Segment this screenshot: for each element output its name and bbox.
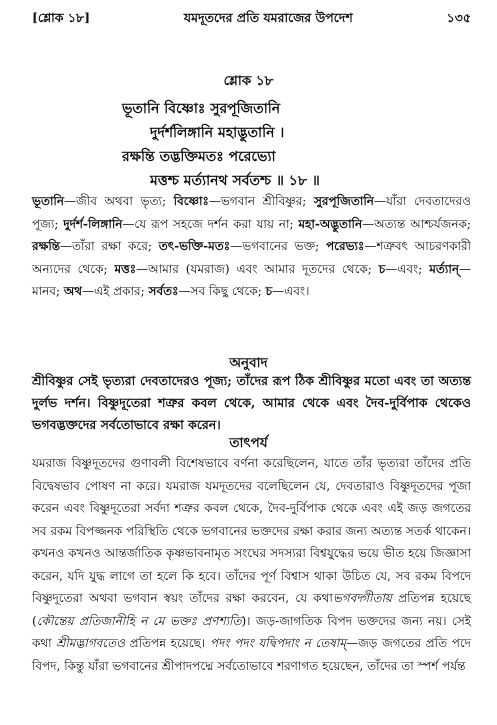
synonym-term: অথ [63, 284, 83, 298]
purport-body: শ্রীমদ্ভাগবতেও [56, 636, 125, 650]
synonym-meaning: মানব; [32, 284, 61, 298]
purport-body: যমরাজ বিষ্ণুদূতদের গুণাবলী বিশেষভাবে বর্ণনা করেছিলেন, যাতে তাঁর ভৃত্যরা তাঁদের প্রতি বিদ্বেষভাব পোষণ না করে। যমরাজ যমদূতদের বলেছিলেন যে, দেবতারাও বিষ্ণুদূতদের পূজা করেন এবং বিষ্ণুদূতেরা সর্বদা শত্রুর কবল থেকে, দৈব-দুর্বিপাক থেকে এবং এই জড় জগতের সব রকম বিপজ্জনক পরিস্থিতি থেকে ভগবানের ভক্তদের রক্ষা করার জন্য অত্যন্ত সতর্ক থাকেন। কখনও কখনও আন্তর্জাতিক কৃষ্ণভাবনামৃত সংঘের সদস্যরা বিশ্বযুদ্ধের ভয়ে ভীত হয়ে জিজ্ঞাসা করেন, যদি যুদ্ধ লাগে তা হলে কি হবে। তাঁদের পূর্ণ বিশ্বাস থাকা উচিত যে, সব রকম বিপদে বিষ্ণুদূতেরা অথবা ভগবান স্বয়ং তাঁদের রক্ষা করবেন, যে কথা [32, 456, 471, 605]
running-header [32, 10, 471, 30]
purport-body: —জড় জগতের প্রতি পদে বিপদ, কিন্তু যাঁরা ভগবানের শ্রীপাদপদ্মে সর্বতোভাবে শরণাগত হয়েছেন, তাঁদের তা স্পর্শ পর্যন্ত [32, 636, 471, 673]
synonym-term: চ [378, 261, 386, 276]
translation-heading: অনুবাদ [229, 355, 268, 371]
synonym-term: পরেভ্যঃ [326, 239, 365, 253]
verse-line: ভূতানি বিষ্ণোঃ সুরপূজিতানি [122, 101, 281, 117]
chapter-title: যমদূতদের প্রতি যমরাজের উপদেশ [183, 10, 353, 25]
word-meanings: ভূতানি—জীব অথবা ভৃত্য; বিষ্ণোঃ—ভগবান শ্রীবিষ্ণুর; সুরপূজিতানি—যাঁরা দেবতাদেরও পূজ্য; দুর্দর্শ-লিঙ্গানি—যে রূপ সহজে দর্শন করা যায় না; মহা-অদ্ভুতানি—অত্যন্ত আশ্চর্যজনক; রক্ষন্তি—তাঁরা রক্ষা করে; তৎ-ভক্তি-মতঃ—ভগবানের ভক্ত; পরেভ্যঃ—শত্রুবৎ আচরণকারী অন্যদের থেকে; মত্তঃ—আমার (যমরাজ) এবং আমার দূতদের থেকে; চ—এবং; মর্ত্যান্—মানব; অথ—এই প্রকার; সর্বতঃ—সব কিছু থেকে; চ—এবং। [32, 194, 471, 298]
synonym-term: চ [265, 284, 273, 298]
synonym-meaning: যাঁরা দেবতাদেরও পূজ্য; [32, 194, 471, 231]
synonym-meaning: এবং; [397, 261, 423, 276]
synonym-term: মহা-অদ্ভুতানি [298, 216, 363, 231]
verse-title: শ্লোক ১৮ [223, 73, 274, 89]
synonym-term: বিষ্ণোঃ [173, 194, 209, 208]
synonym-meaning: জীব অথবা ভৃত্য; [76, 194, 166, 208]
verse-line: রক্ষন্তি তদ্ভক্তিমতঃ পরেভ্যো [122, 149, 276, 165]
bhagavatam-quote: পদং পদং যদ্বিপদাং ন তেষাম্ [209, 636, 347, 650]
synonym-meaning: শত্রুবৎ আচরণকারী অন্যদের থেকে; [32, 239, 471, 276]
purport-body: প্রতিপন্ন হয়েছে। [124, 636, 210, 650]
synonym-term: সুরপূজিতানি [314, 194, 374, 208]
synonym-meaning: ভগবানের ভক্ত; [242, 239, 320, 253]
synonym-term: সর্বতঃ [148, 284, 179, 298]
synonym-term: রক্ষন্তি [32, 239, 61, 253]
verse-reference: [শ্লোক ১৮] [32, 10, 91, 25]
synonym-meaning: যে রূপ সহজে দর্শন করা যায় না; [134, 216, 294, 231]
verse-line: মত্তশ্চ মর্ত্যানথ সর্বতশ্চ ॥ ১৮ ॥ [150, 173, 320, 189]
purport-text [32, 452, 471, 677]
synonym-meaning: এই প্রকার; [94, 284, 145, 298]
sanskrit-verse [0, 70, 497, 193]
synonym-meaning: আমার (যমরাজ) এবং আমার দূতদের থেকে; [148, 261, 372, 276]
synonym-meaning: তাঁরা রক্ষা করে; [72, 239, 152, 253]
synonym-term: তৎ-ভক্তি-মতঃ [158, 239, 231, 253]
translation-text: শ্রীবিষ্ণুর সেই ভৃত্যরা দেবতাদেরও পূজ্য; তাঁদের রূপ ঠিক শ্রীবিষ্ণুর মতো এবং তা অত্যন্ত দুর্লভ দর্শন। বিষ্ণুদূতেরা শত্রুর কবল থেকে, আমার থেকে এবং দৈব-দুর্বিপাক থেকেও ভগবদ্ভক্তদের সর্বতোভাবে রক্ষা করেন। [32, 373, 471, 432]
purport-body: )। জড়-জাগতিক বিপদ ভক্তদের জন্য নয়। সেই কথা [32, 613, 471, 650]
synonym-meaning: সব কিছু থেকে; [190, 284, 262, 298]
synonym-term: মর্ত্যান্ [429, 261, 459, 276]
purport-heading: তাৎপর্য [229, 435, 268, 451]
page-number: ১৩৫ [446, 10, 471, 25]
synonym-term: দুর্দর্শ-লিঙ্গানি [63, 216, 123, 231]
synonym-term: ভূতানি [32, 194, 65, 208]
synonym-meaning: ভগবান শ্রীবিষ্ণুর; [220, 194, 307, 208]
synonym-meaning: অত্যন্ত আশ্চর্যজনক; [374, 216, 471, 231]
purport-body: ভগবদ্গীতায় [332, 591, 393, 605]
gita-quote: কৌন্তেয় প্রতিজানীহি ন মে ভক্তঃ প্রণশ্যতি [36, 613, 242, 628]
synonym-meaning: এবং। [284, 284, 310, 298]
verse-line: দুর্দর্শলিঙ্গানি মহাদ্ভুতানি । [150, 125, 285, 141]
purport-body: প্রতিপন্ন হয়েছে ( [32, 591, 471, 628]
synonym-term: মত্তঃ [114, 261, 137, 276]
